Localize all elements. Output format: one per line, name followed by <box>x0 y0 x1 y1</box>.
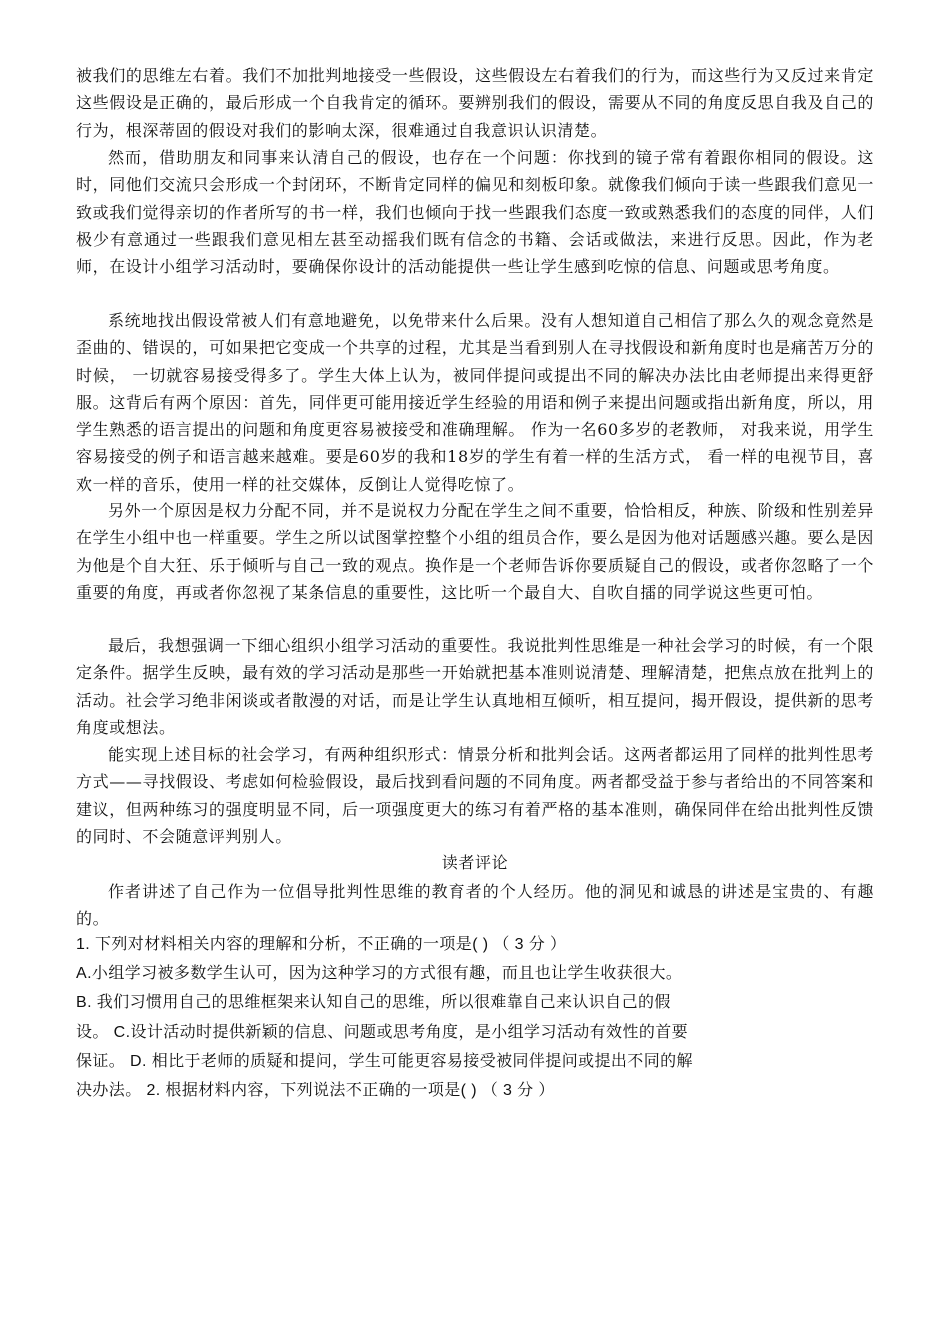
question-1-option-c-d: 保证。 D. 相比于老师的质疑和提问，学生可能更容易接受被同伴提问或提出不同的解 <box>76 1053 693 1070</box>
paragraph-organize-group: 最后，我想强调一下细心组织小组学习活动的重要性。我说批判性思维是一种社会学习的时候，有一个限定条件。据学生反映，最有效的学习活动是那些一开始就把基本准则说清楚、理解清楚，把焦点放在批判上的活动。社会学习绝非闲谈或者散漫的对话，而是让学生认真地相互倾听，相互提问，揭开假设，提供新的思考角度或想法。 <box>76 636 874 737</box>
section-title-reader-review: 读者评论 <box>441 853 509 872</box>
paragraph-peers-mirror: 然而，借助朋友和同事来认清自己的假设，也存在一个问题：你找到的镜子常有着跟你相同的假设。这时，同他们交流只会形成一个封闭环，不断肯定同样的偏见和刻板印象。就像我们倾向于读一些跟我们意见一致或我们觉得亲切的作者所写的书一样，我们也倾向于找一些跟我们态度一致或熟悉我们的态度的同伴，人们极少有意通过一些跟我们意见相左甚至动摇我们既有信念的书籍、会话或做法，来进行反思。因此，作为老师，在设计小组学习活动时，要确保你设计的活动能提供一些让学生感到吃惊的信息、问题或思考角度。 <box>76 148 874 277</box>
review-paragraph: 作者讲述了自己作为一位倡导批判性思维的教育者的个人经历。他的洞见和诚恳的讲述是宝贵的、有趣的。 <box>76 882 874 929</box>
question-2-stem: 决办法。 2. 根据材料内容，下列说法不正确的一项是( ) （ 3 分 ） <box>76 1082 555 1099</box>
paragraph-power-distribution: 另外一个原因是权力分配不同，并不是说权力分配在学生之间不重要，恰恰相反，种族、阶级和性别差异在学生小组中也一样重要。学生之所以试图掌控整个小组的组员合作，要么是因为他对话题感兴趣。要么是因为他是个自大狂、乐于倾听与自己一致的观点。换作是一个老师告诉你要质疑自己的假设，或者你忽略了一个重要的角度，再或者你忽视了某条信息的重要性，这比听一个最自大、自吹自擂的同学说这些更可怕。 <box>76 501 874 602</box>
paragraph-finding-assumptions: 系统地找出假设常被人们有意地避免，以免带来什么后果。没有人想知道自己相信了那么久的观念竟然是歪曲的、错误的，可如果把它变成一个共享的过程，尤其是当看到别人在寻找假设和新角度时也是痛苦万分的时候， 一切就容易接受得多了。学生大体上认为，被同伴提问或提出不同的解决办法比由老师提出来得更舒服。这背后有两个原因：首先，同伴更可能用接近学生经验的用语和例子来提出问题或指出新角度，所以，用学生熟悉的语言提出的问题和角度更容易被接受和准确理解。 作为一名60多岁的老教师， 对我来说，用学生容易接受的例子和语言越来越难。要是60岁的我和18岁的学生有着一样的生活方式， 看一样的电视节目，喜欢一样的音乐，使用一样的社交媒体，反倒让人觉得吃惊了。 <box>76 311 874 494</box>
question-1-stem: 1. 下列对材料相关内容的理解和分析，不正确的一项是( ) （ 3 分 ） <box>76 936 567 953</box>
paragraph-two-forms: 能实现上述目标的社会学习，有两种组织形式：情景分析和批判会话。这两者都运用了同样的批判性思考方式——寻找假设、考虑如何检验假设，最后找到看问题的不同角度。两者都受益于参与者给出的不同答案和建议，但两种练习的强度明显不同，后一项强度更大的练习有着严格的基本准则，确保同伴在给出批判性反馈的同时、不会随意评判别人。 <box>76 745 874 846</box>
paragraph-continued: 被我们的思维左右着。我们不加批判地接受一些假设，这些假设左右着我们的行为，而这些行为又反过来肯定这些假设是正确的，最后形成一个自我肯定的循环。要辨别我们的假设，需要从不同的角度反思自我及自己的行为，根深蒂固的假设对我们的影响太深，很难通过自我意识认识清楚。 <box>76 66 874 140</box>
question-1-option-b-c: 设。 C.设计活动时提供新颖的信息、问题或思考角度，是小组学习活动有效性的首要 <box>76 1024 689 1041</box>
question-1-option-b: B. 我们习惯用自己的思维框架来认知自己的思维，所以很难靠自己来认识自己的假 <box>76 994 671 1011</box>
question-1-option-a: A.小组学习被多数学生认可，因为这种学习的方式很有趣，而且也让学生收获很大。 <box>76 965 683 982</box>
